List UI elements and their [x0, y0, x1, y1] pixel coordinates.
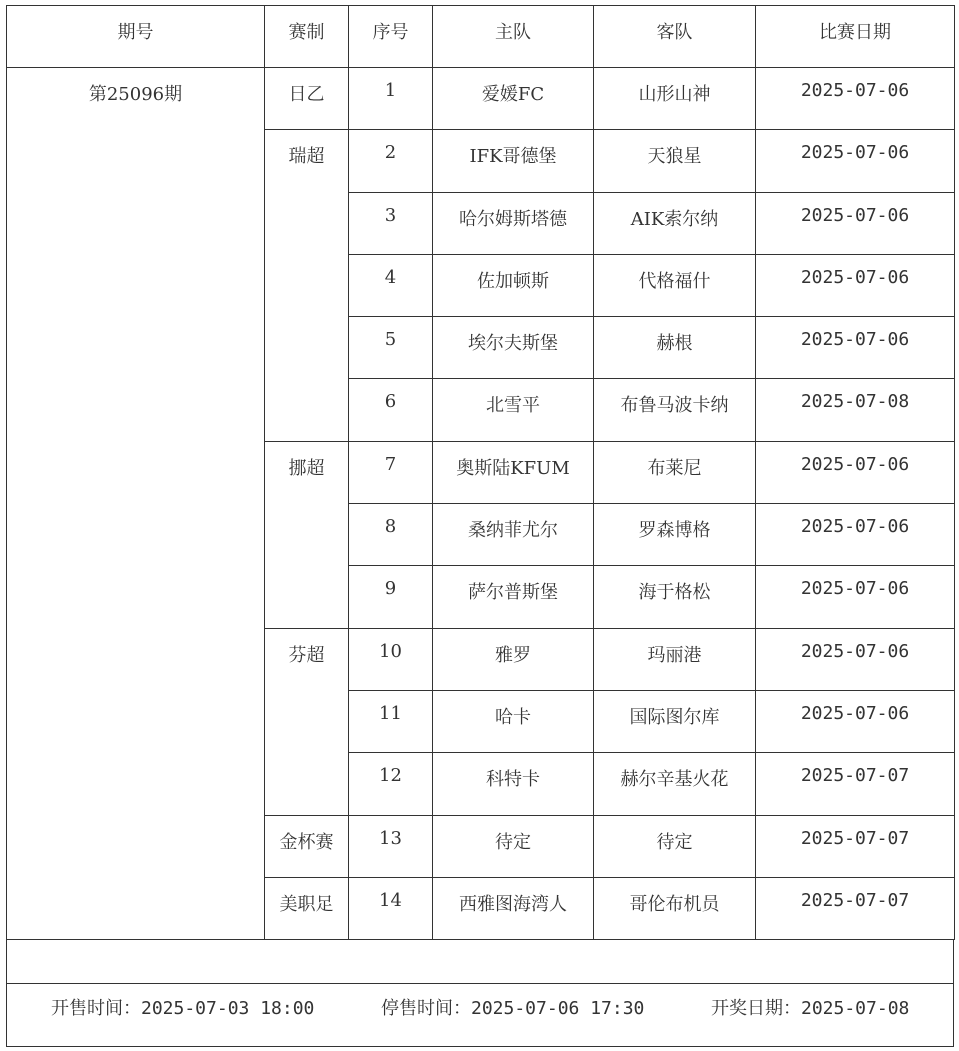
header-home-team: 主队 — [433, 6, 594, 68]
header-match-date: 比赛日期 — [756, 6, 955, 68]
match-number-cell: 11 — [349, 690, 433, 752]
home-team-cell: 北雪平 — [433, 379, 594, 441]
header-away-team: 客队 — [594, 6, 756, 68]
match-number-cell: 7 — [349, 441, 433, 503]
home-team-cell: 哈卡 — [433, 690, 594, 752]
match-date-cell: 2025-07-06 — [756, 628, 955, 690]
league-cell: 瑞超 — [265, 130, 349, 441]
home-team-cell: 奥斯陆KFUM — [433, 441, 594, 503]
home-team-cell: 埃尔夫斯堡 — [433, 317, 594, 379]
away-team-cell: 哥伦布机员 — [594, 877, 756, 939]
match-date-cell: 2025-07-08 — [756, 379, 955, 441]
away-team-cell: 天狼星 — [594, 130, 756, 192]
home-team-cell: 佐加顿斯 — [433, 254, 594, 316]
match-number-cell: 2 — [349, 130, 433, 192]
away-team-cell: 玛丽港 — [594, 628, 756, 690]
away-team-cell: 罗森博格 — [594, 504, 756, 566]
league-cell: 挪超 — [265, 441, 349, 628]
match-number-cell: 8 — [349, 504, 433, 566]
league-cell: 金杯赛 — [265, 815, 349, 877]
match-number-cell: 4 — [349, 254, 433, 316]
match-date-cell: 2025-07-06 — [756, 441, 955, 503]
sale-info-footer — [6, 984, 954, 1047]
match-number-cell: 14 — [349, 877, 433, 939]
match-date-cell: 2025-07-07 — [756, 753, 955, 815]
match-date-cell: 2025-07-07 — [756, 815, 955, 877]
match-date-cell: 2025-07-06 — [756, 254, 955, 316]
home-team-cell: 萨尔普斯堡 — [433, 566, 594, 628]
away-team-cell: 国际图尔库 — [594, 690, 756, 752]
match-number-cell: 3 — [349, 192, 433, 254]
header-number: 序号 — [349, 6, 433, 68]
match-number-cell: 9 — [349, 566, 433, 628]
away-team-cell: 赫尔辛基火花 — [594, 753, 756, 815]
period-cell: 第25096期 — [7, 68, 265, 940]
blank-row — [6, 940, 954, 984]
away-team-cell: 赫根 — [594, 317, 756, 379]
away-team-cell: AIK索尔纳 — [594, 192, 756, 254]
match-date-cell: 2025-07-06 — [756, 130, 955, 192]
sale-start-time: 开售时间：2025-07-03 18:00 — [51, 998, 315, 1020]
league-cell: 芬超 — [265, 628, 349, 815]
match-date-cell: 2025-07-06 — [756, 566, 955, 628]
match-number-cell: 10 — [349, 628, 433, 690]
header-period: 期号 — [7, 6, 265, 68]
match-date-cell: 2025-07-07 — [756, 877, 955, 939]
away-team-cell: 山形山神 — [594, 68, 756, 130]
home-team-cell: 哈尔姆斯塔德 — [433, 192, 594, 254]
away-team-cell: 海于格松 — [594, 566, 756, 628]
match-number-cell: 5 — [349, 317, 433, 379]
match-date-cell: 2025-07-06 — [756, 317, 955, 379]
league-cell: 美职足 — [265, 877, 349, 939]
match-table — [6, 5, 955, 940]
table-row — [7, 68, 955, 130]
away-team-cell: 布莱尼 — [594, 441, 756, 503]
home-team-cell: 西雅图海湾人 — [433, 877, 594, 939]
match-number-cell: 6 — [349, 379, 433, 441]
schedule-container — [6, 5, 954, 1047]
match-date-cell: 2025-07-06 — [756, 504, 955, 566]
match-number-cell: 12 — [349, 753, 433, 815]
header-league: 赛制 — [265, 6, 349, 68]
home-team-cell: 雅罗 — [433, 628, 594, 690]
home-team-cell: IFK哥德堡 — [433, 130, 594, 192]
away-team-cell: 代格福什 — [594, 254, 756, 316]
home-team-cell: 爱媛FC — [433, 68, 594, 130]
draw-date: 开奖日期：2025-07-08 — [711, 998, 910, 1020]
match-number-cell: 13 — [349, 815, 433, 877]
away-team-cell: 待定 — [594, 815, 756, 877]
table-header-row — [7, 6, 955, 68]
match-date-cell: 2025-07-06 — [756, 192, 955, 254]
league-cell: 日乙 — [265, 68, 349, 130]
home-team-cell: 待定 — [433, 815, 594, 877]
away-team-cell: 布鲁马波卡纳 — [594, 379, 756, 441]
match-date-cell: 2025-07-06 — [756, 690, 955, 752]
sale-stop-time: 停售时间：2025-07-06 17:30 — [381, 998, 645, 1020]
home-team-cell: 科特卡 — [433, 753, 594, 815]
home-team-cell: 桑纳菲尤尔 — [433, 504, 594, 566]
match-date-cell: 2025-07-06 — [756, 68, 955, 130]
match-number-cell: 1 — [349, 68, 433, 130]
